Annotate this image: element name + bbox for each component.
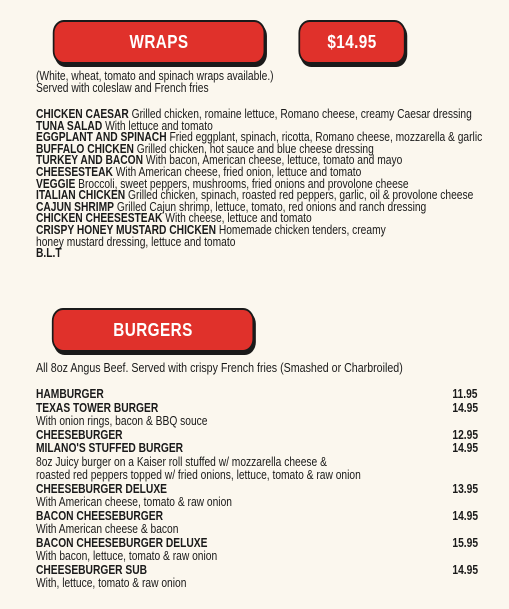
menu-item-description: With lettuce and tomato bbox=[102, 118, 213, 133]
menu-item-price: 13.95 bbox=[452, 481, 479, 496]
menu-item-name: CHEESEBURGER bbox=[36, 427, 123, 442]
menu-item bbox=[36, 577, 186, 589]
menu-item-name: HAMBURGER bbox=[36, 387, 104, 401]
menu-item-name: CRISPY HONEY MUSTARD CHICKEN bbox=[36, 223, 216, 237]
menu-item-description: Fried eggplant, spinach, ricotta, Romano cheese, mozzarella & garlic bbox=[166, 130, 483, 145]
menu-item-name: CHEESEBURGER SUB bbox=[36, 562, 148, 577]
menu-item-description: With bacon, American cheese, lettuce, tomato and mayo bbox=[143, 153, 403, 168]
menu-item-description: With bacon, lettuce, tomato & raw onion bbox=[36, 549, 218, 563]
menu-item-description: Grilled chicken, romaine lettuce, Romano cheese, creamy Caesar dressing bbox=[128, 107, 472, 121]
menu-item-name: CHICKEN CAESAR bbox=[36, 107, 129, 121]
menu-item-price: 14.95 bbox=[452, 562, 479, 577]
menu-item-name: BACON CHEESEBURGER DELUXE bbox=[36, 535, 208, 550]
menu-item-price: 11.95 bbox=[452, 387, 478, 401]
menu-item-name: TUNA SALAD bbox=[36, 118, 103, 133]
menu-item-description: With American cheese & bacon bbox=[36, 522, 179, 536]
menu-item-name: ITALIAN CHICKEN bbox=[36, 188, 126, 203]
wraps-price-banner bbox=[298, 20, 405, 64]
menu-item-name: VEGGIE bbox=[36, 176, 76, 191]
menu-item-name: BUFFALO CHICKEN bbox=[36, 141, 134, 156]
wraps-title: WRAPS bbox=[129, 31, 189, 52]
menu-item bbox=[36, 402, 158, 414]
menu-item-description: With American cheese, tomato & raw onion bbox=[36, 495, 232, 509]
wraps-title-banner bbox=[53, 20, 266, 64]
menu-item-price: 15.95 bbox=[452, 535, 479, 550]
menu-item bbox=[36, 456, 327, 468]
menu-item bbox=[36, 247, 62, 259]
menu-item-name: MILANO'S STUFFED BURGER bbox=[36, 441, 184, 455]
menu-item-description: Grilled Cajun shrimp, lettuce, tomato, red onions and ranch dressing bbox=[114, 199, 427, 214]
menu-item-description: With cheese, lettuce and tomato bbox=[162, 211, 312, 226]
menu-item bbox=[36, 469, 361, 481]
menu-item bbox=[36, 429, 123, 441]
menu-item-description: honey mustard dressing, lettuce and tomato bbox=[36, 234, 236, 249]
menu-item bbox=[36, 236, 235, 248]
menu-item-price: 14.95 bbox=[452, 400, 479, 415]
menu-item-name: BACON CHEESEBURGER bbox=[36, 508, 164, 523]
burgers-title-banner bbox=[52, 308, 254, 352]
burgers-title: BURGERS bbox=[113, 319, 193, 340]
menu-item-price: 14.95 bbox=[452, 508, 479, 523]
menu-item-description: Grilled chicken, hot sauce and blue cheese dressing bbox=[133, 141, 374, 156]
menu-item bbox=[36, 510, 163, 522]
wraps-note-bread: (White, wheat, tomato and spinach wraps available.) bbox=[36, 69, 274, 83]
menu-item-name: B.L.T bbox=[36, 246, 62, 261]
burgers-note: All 8oz Angus Beef. Served with crispy French fries (Smashed or Charbroiled) bbox=[36, 360, 403, 375]
menu-item-price: 14.95 bbox=[452, 441, 479, 455]
menu-item-description: roasted red peppers topped w/ fried onions, lettuce, tomato & raw onion bbox=[36, 468, 361, 482]
menu-item-name: TURKEY AND BACON bbox=[36, 153, 144, 168]
menu-item bbox=[36, 523, 178, 535]
menu-item-description: With American cheese, fried onion, lettuce and tomato bbox=[112, 165, 362, 179]
menu-item-description: With onion rings, bacon & BBQ souce bbox=[36, 414, 208, 428]
menu-item-name: TEXAS TOWER BURGER bbox=[36, 400, 159, 415]
menu-item-name: CAJUN SHRIMP bbox=[36, 199, 115, 214]
menu-item-name: EGGPLANT AND SPINACH bbox=[36, 130, 167, 145]
menu-item-description: 8oz Juicy burger on a Kaiser roll stuffed w/ mozzarella cheese & bbox=[36, 454, 327, 469]
menu-item bbox=[36, 483, 167, 495]
menu-item bbox=[36, 564, 147, 576]
menu-item bbox=[36, 388, 104, 400]
menu-item-description: With, lettuce, tomato & raw onion bbox=[36, 576, 187, 590]
menu-item bbox=[36, 537, 207, 549]
wraps-note-sides: Served with coleslaw and French fries bbox=[36, 81, 209, 95]
menu-item-description: Broccoli, sweet peppers, mushrooms, fried onions and provolone cheese bbox=[75, 176, 409, 191]
menu-item-name: CHICKEN CHEESESTEAK bbox=[36, 211, 163, 226]
menu-item bbox=[36, 550, 217, 562]
menu-item bbox=[36, 442, 183, 454]
menu-item-description: Homemade chicken tenders, creamy bbox=[215, 223, 386, 237]
menu-item-name: CHEESEBURGER DELUXE bbox=[36, 481, 167, 496]
menu-item-description: Grilled chicken, spinach, roasted red peppers, garlic, oil & provolone cheese bbox=[125, 188, 474, 203]
menu-item-name: CHEESESTEAK bbox=[36, 165, 113, 179]
wraps-price: $14.95 bbox=[327, 31, 377, 52]
menu-item-price: 12.95 bbox=[452, 427, 479, 442]
menu-item bbox=[36, 415, 207, 427]
menu-item bbox=[36, 496, 232, 508]
